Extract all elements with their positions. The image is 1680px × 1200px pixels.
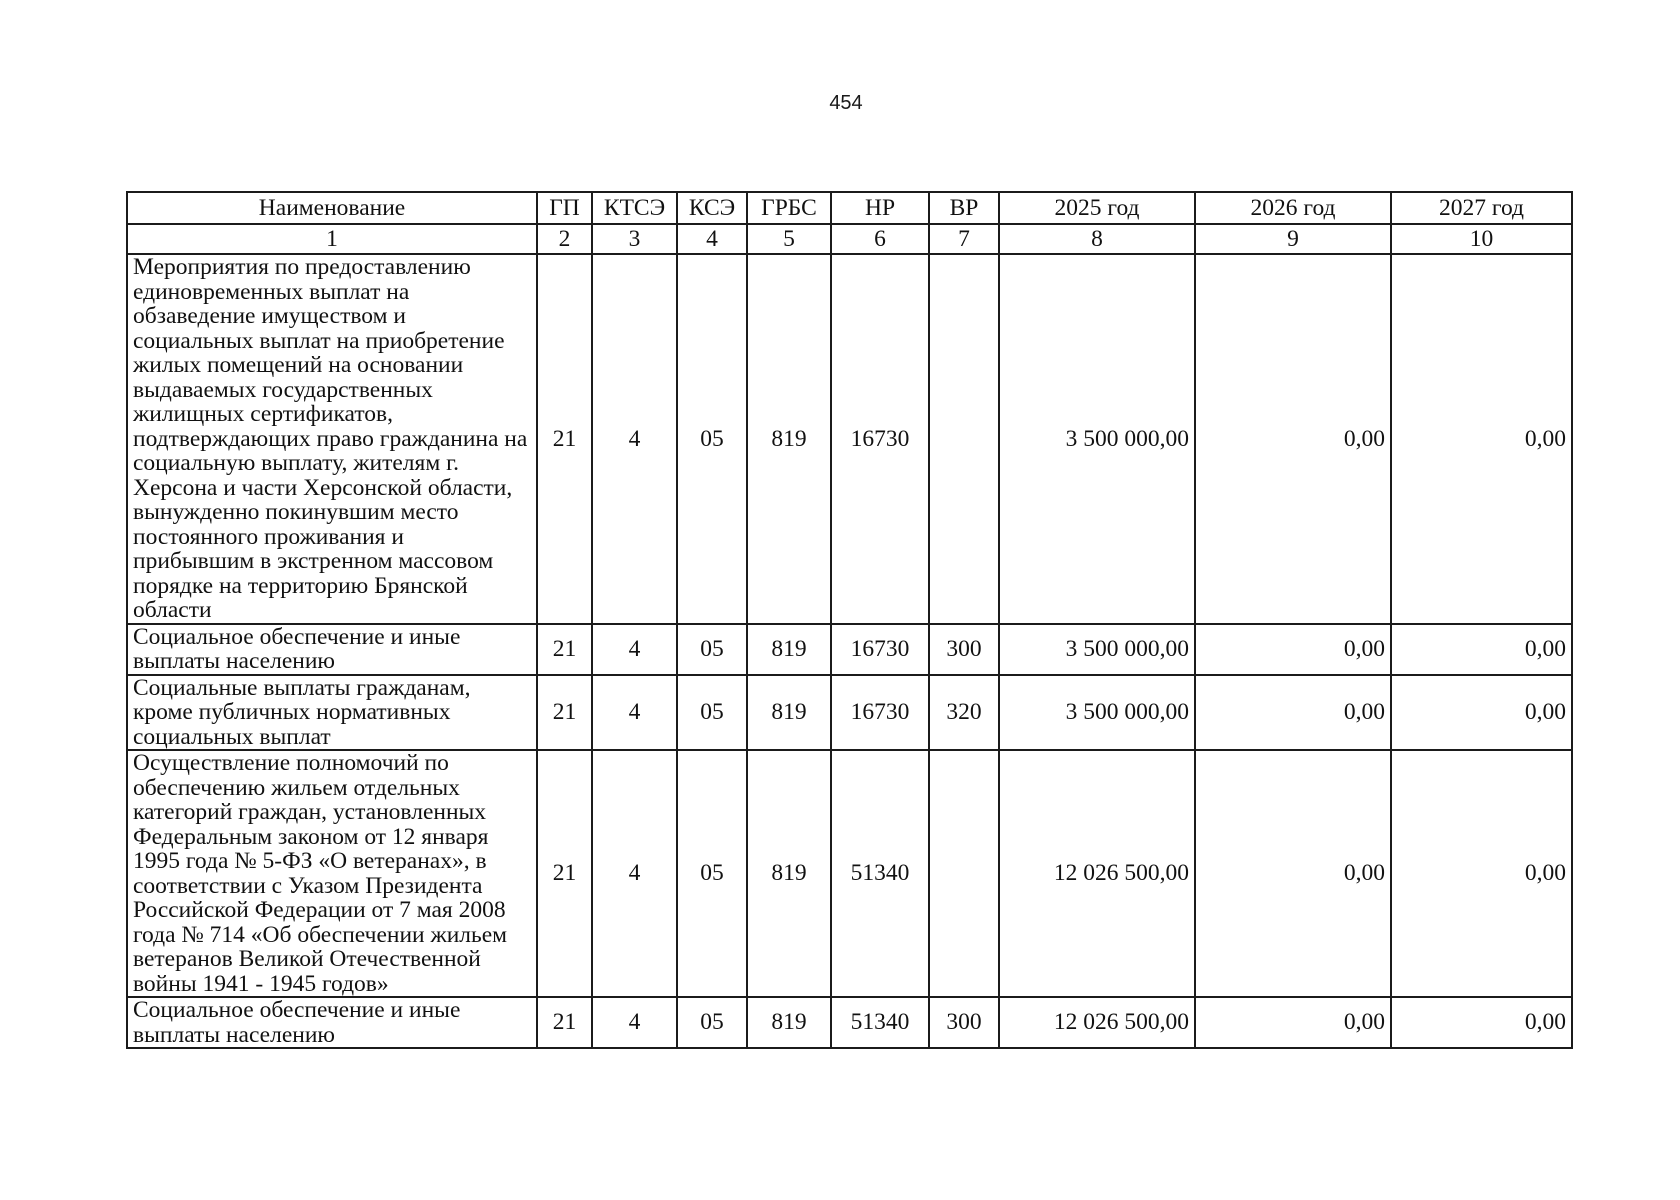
- column-number: 3: [592, 224, 677, 254]
- row-vr: 320: [929, 675, 999, 751]
- row-2026: 0,00: [1195, 624, 1391, 675]
- row-2026: 0,00: [1195, 750, 1391, 997]
- row-name: Мероприятия по предоставлению единовременных выплат на обзаведение имуществом и социальных выплат на приобретение жилых помещений на основании выдаваемых государственных жилищных сертификатов, подтверждающих право гражданина на социальную выплату, жителям г. Херсона и части Херсонской области, вынужденно покинувшим место постоянного проживания и прибывшим в экстренном массовом порядке на территорию Брянской области: [127, 254, 537, 624]
- row-gp: 21: [537, 675, 592, 751]
- row-kse: 05: [677, 750, 747, 997]
- row-gp: 21: [537, 997, 592, 1048]
- table-row: [127, 675, 1572, 751]
- row-nr: 16730: [831, 675, 929, 751]
- header-row: [127, 192, 1572, 224]
- row-vr: 300: [929, 624, 999, 675]
- row-vr: [929, 254, 999, 624]
- row-nr: 16730: [831, 624, 929, 675]
- row-2027: 0,00: [1391, 624, 1572, 675]
- budget-table: [126, 191, 1573, 1049]
- row-2027: 0,00: [1391, 750, 1572, 997]
- row-nr: 51340: [831, 750, 929, 997]
- row-2027: 0,00: [1391, 254, 1572, 624]
- row-2025: 3 500 000,00: [999, 675, 1195, 751]
- header-ktse: КТСЭ: [592, 192, 677, 224]
- header-name: Наименование: [127, 192, 537, 224]
- column-number: 7: [929, 224, 999, 254]
- row-ktse: 4: [592, 675, 677, 751]
- column-number: 8: [999, 224, 1195, 254]
- column-number: 1: [127, 224, 537, 254]
- row-ktse: 4: [592, 254, 677, 624]
- header-gp: ГП: [537, 192, 592, 224]
- row-ktse: 4: [592, 997, 677, 1048]
- row-kse: 05: [677, 675, 747, 751]
- row-2025: 3 500 000,00: [999, 624, 1195, 675]
- header-vr: ВР: [929, 192, 999, 224]
- table-row: [127, 997, 1572, 1048]
- row-2027: 0,00: [1391, 997, 1572, 1048]
- header-2025: 2025 год: [999, 192, 1195, 224]
- row-ktse: 4: [592, 750, 677, 997]
- row-vr: 300: [929, 997, 999, 1048]
- row-kse: 05: [677, 254, 747, 624]
- row-2027: 0,00: [1391, 675, 1572, 751]
- row-2025: 3 500 000,00: [999, 254, 1195, 624]
- table-row: [127, 624, 1572, 675]
- row-name: Осуществление полномочий по обеспечению жильем отдельных категорий граждан, установленных Федеральным законом от 12 января 1995 года № 5-ФЗ «О ветеранах», в соответствии с Указом Президента Российской Федерации от 7 мая 2008 года № 714 «Об обеспечении жильем ветеранов Великой Отечественной войны 1941 - 1945 годов»: [127, 750, 537, 997]
- table-row: [127, 750, 1572, 997]
- row-nr: 16730: [831, 254, 929, 624]
- row-2026: 0,00: [1195, 254, 1391, 624]
- row-name: Социальное обеспечение и иные выплаты населению: [127, 997, 537, 1048]
- header-2026: 2026 год: [1195, 192, 1391, 224]
- row-kse: 05: [677, 997, 747, 1048]
- row-grbs: 819: [747, 675, 831, 751]
- row-gp: 21: [537, 624, 592, 675]
- page-number: 454: [829, 92, 863, 114]
- header-2027: 2027 год: [1391, 192, 1572, 224]
- row-kse: 05: [677, 624, 747, 675]
- header-grbs: ГРБС: [747, 192, 831, 224]
- table-row: [127, 254, 1572, 624]
- column-number: 5: [747, 224, 831, 254]
- column-number-row: [127, 224, 1572, 254]
- header-kse: КСЭ: [677, 192, 747, 224]
- column-number: 9: [1195, 224, 1391, 254]
- column-number: 6: [831, 224, 929, 254]
- row-2026: 0,00: [1195, 675, 1391, 751]
- row-nr: 51340: [831, 997, 929, 1048]
- row-2026: 0,00: [1195, 997, 1391, 1048]
- row-grbs: 819: [747, 997, 831, 1048]
- row-ktse: 4: [592, 624, 677, 675]
- row-2025: 12 026 500,00: [999, 997, 1195, 1048]
- row-name: Социальные выплаты гражданам, кроме публичных нормативных социальных выплат: [127, 675, 537, 751]
- column-number: 10: [1391, 224, 1572, 254]
- row-grbs: 819: [747, 750, 831, 997]
- header-nr: НР: [831, 192, 929, 224]
- row-vr: [929, 750, 999, 997]
- column-number: 2: [537, 224, 592, 254]
- row-2025: 12 026 500,00: [999, 750, 1195, 997]
- row-grbs: 819: [747, 624, 831, 675]
- row-gp: 21: [537, 254, 592, 624]
- column-number: 4: [677, 224, 747, 254]
- row-name: Социальное обеспечение и иные выплаты населению: [127, 624, 537, 675]
- row-gp: 21: [537, 750, 592, 997]
- row-grbs: 819: [747, 254, 831, 624]
